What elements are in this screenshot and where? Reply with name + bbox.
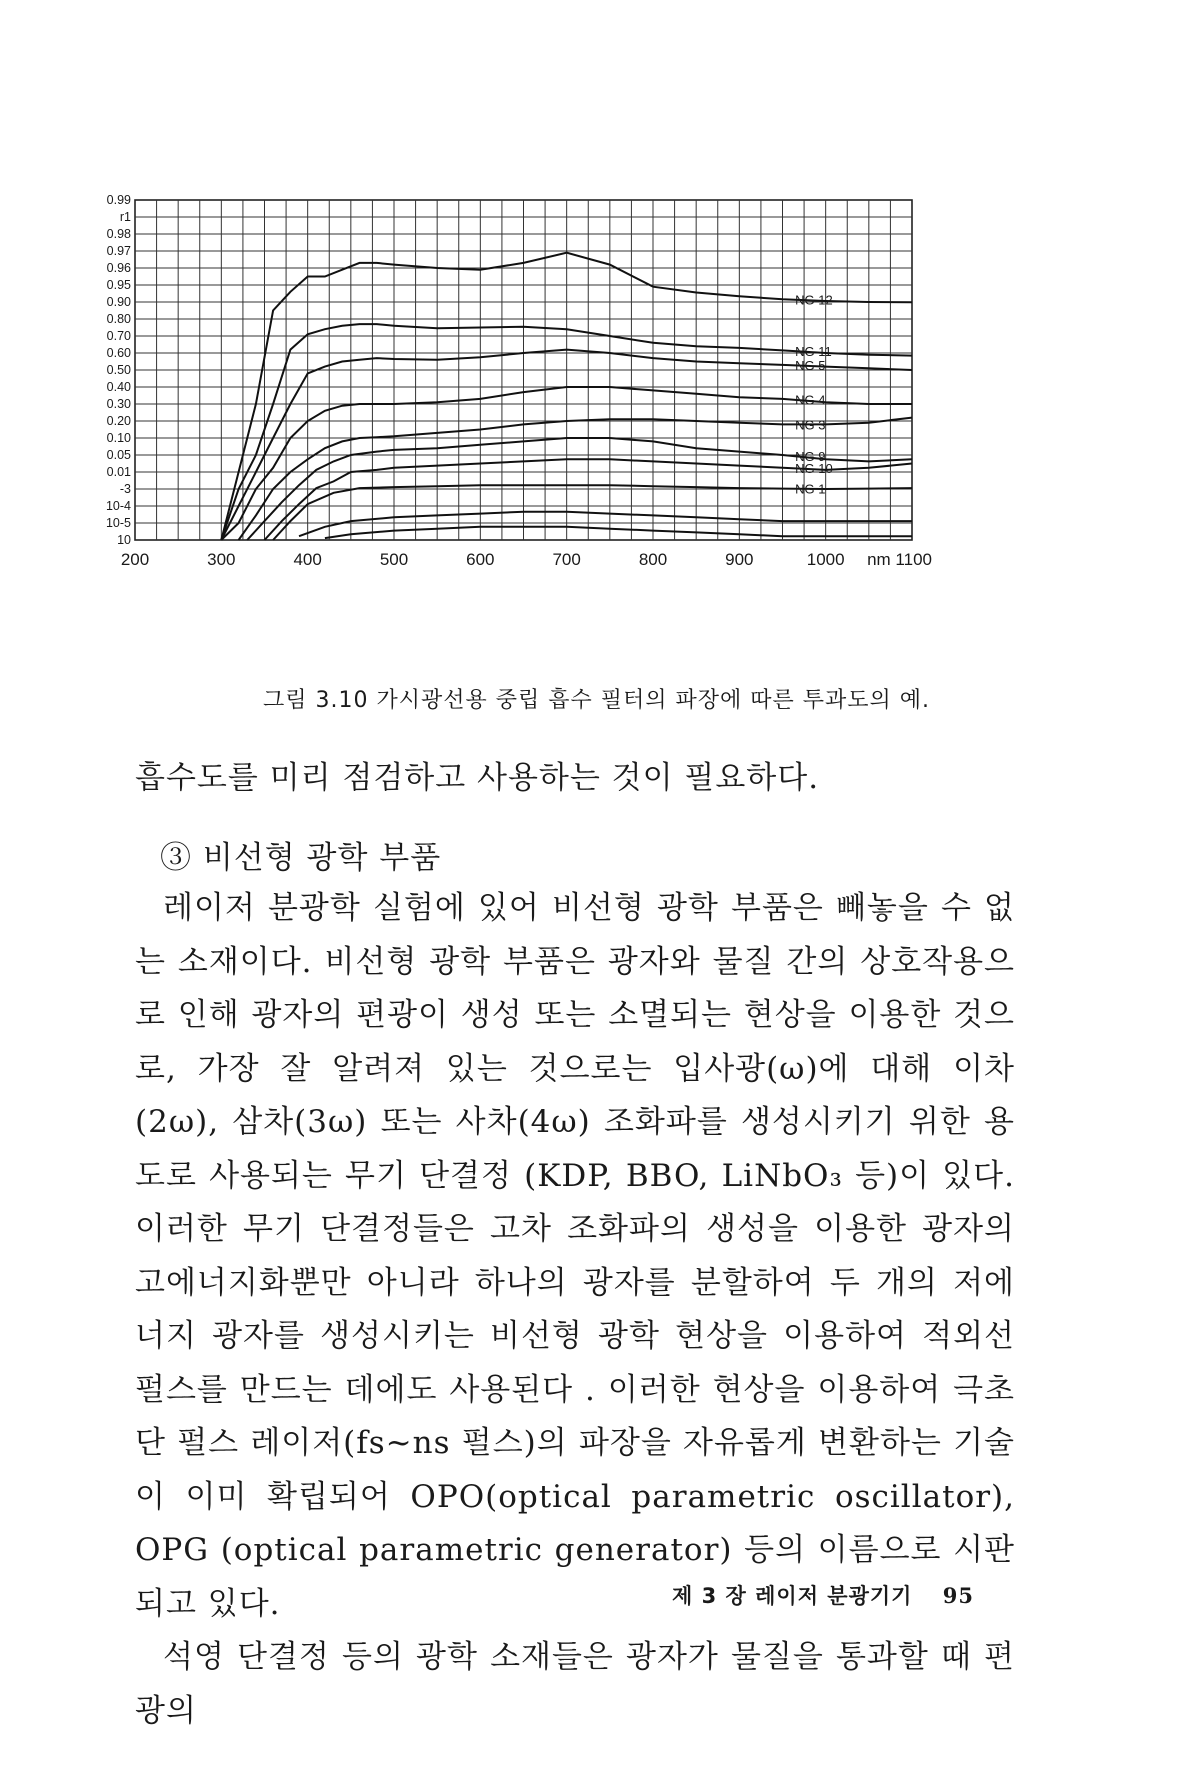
x-tick-label: 1000	[806, 550, 845, 569]
series-label: NG 1	[795, 481, 826, 497]
paragraph-2: 석영 단결정 등의 광학 소재들은 광자가 물질을 통과할 때 편광의	[135, 1639, 1015, 1729]
series-label: NG 5	[795, 358, 826, 374]
y-tick-label: 0.60	[106, 346, 131, 360]
y-tick-label: 0.98	[106, 227, 131, 241]
y-tick-label: 0.80	[106, 312, 131, 326]
series-label: NG 11	[795, 343, 832, 359]
y-tick-label: 0.97	[106, 244, 131, 258]
x-tick-label: 700	[552, 550, 581, 569]
y-tick-label: 0.10	[106, 431, 131, 445]
x-tick-label: 500	[379, 550, 409, 569]
y-tick-label: 0.99	[106, 195, 131, 207]
page-footer	[672, 1580, 974, 1610]
figure-caption: 그림 3.10 가시광선용 중립 흡수 필터의 파장에 따른 투과도의 예.	[263, 688, 930, 713]
paragraph-1: 레이저 분광학 실험에 있어 비선형 광학 부품은 빼놓을 수 없는 소재이다. 비선형 광학 부품은 광자와 물질 간의 상호작용으로 인해 광자의 편광이 생성 또는 소멸되는 현상을 이용한 것으로, 가장 잘 알려져 있는 것으로는 입사광(ω)에 대해 이차(2ω), 삼차(3ω) 또는 사차(4ω) 조화파를 생성시키기 위한 용도로 사용되는 무기 단결정 (KDP, BBO, LiNbO₃ 등)이 있다. 이러한 무기 단결정들은 고차 조화파의 생성을 이용한 광자의 고에너지화뿐만 아니라 하나의 광자를 분할하여 두 개의 저에너지 광자를 생성시키는 비선형 광학 현상을 이용하여 적외선 펄스를 만드는 데에도 사용된다 . 이러한 현상을 이용하여 극초단 펄스 레이저(fs~ns 펄스)의 파장을 자유롭게 변환하는 기술이 이미 확립되어 OPO(optical parametric oscillator), OPG (optical parametric generator) 등의 이름으로 시판되고 있다.	[135, 890, 1015, 1622]
y-tick-label: 10-4	[105, 499, 131, 513]
y-tick-label: 10	[117, 533, 131, 547]
x-tick-label: 800	[638, 550, 668, 569]
y-tick-label: 0.40	[106, 380, 131, 394]
series-line	[325, 527, 912, 538]
x-tick-label: 600	[466, 550, 495, 569]
x-tick-label: 300	[207, 550, 236, 569]
y-tick-label: 0.95	[106, 278, 131, 292]
x-tick-label: 200	[120, 550, 150, 569]
lead-line: 흡수도를 미리 점검하고 사용하는 것이 필요하다.	[135, 760, 820, 796]
series-label: NG 4	[795, 392, 826, 408]
y-tick-label: 0.70	[106, 329, 131, 343]
x-tick-label: nm 1100	[867, 550, 932, 569]
series-label: NG 3	[795, 417, 826, 433]
y-tick-label: r1	[119, 210, 131, 224]
y-tick-label: 0.96	[106, 261, 131, 275]
y-tick-label: 0.05	[106, 448, 131, 462]
series-label: NG 9	[795, 448, 826, 464]
transmission-chart	[100, 195, 1060, 655]
page-number: 95	[942, 1583, 974, 1608]
section-heading: ③ 비선형 광학 부품	[160, 840, 442, 876]
y-tick-label: -3	[119, 482, 131, 496]
y-tick-label: 0.20	[106, 414, 131, 428]
y-tick-label: 0.90	[106, 295, 131, 309]
y-tick-label: 0.01	[106, 465, 131, 479]
y-tick-label: 0.30	[106, 397, 131, 411]
y-tick-label: 0.50	[106, 363, 131, 377]
chapter-title: 제 3 장 레이저 분광기기	[672, 1584, 913, 1608]
x-tick-label: 900	[725, 550, 754, 569]
series-label: NG 10	[795, 461, 833, 477]
series-line	[299, 512, 912, 537]
y-tick-label: 10-5	[105, 516, 131, 530]
x-tick-label: 400	[293, 550, 322, 569]
series-label: NG 12	[795, 292, 833, 308]
